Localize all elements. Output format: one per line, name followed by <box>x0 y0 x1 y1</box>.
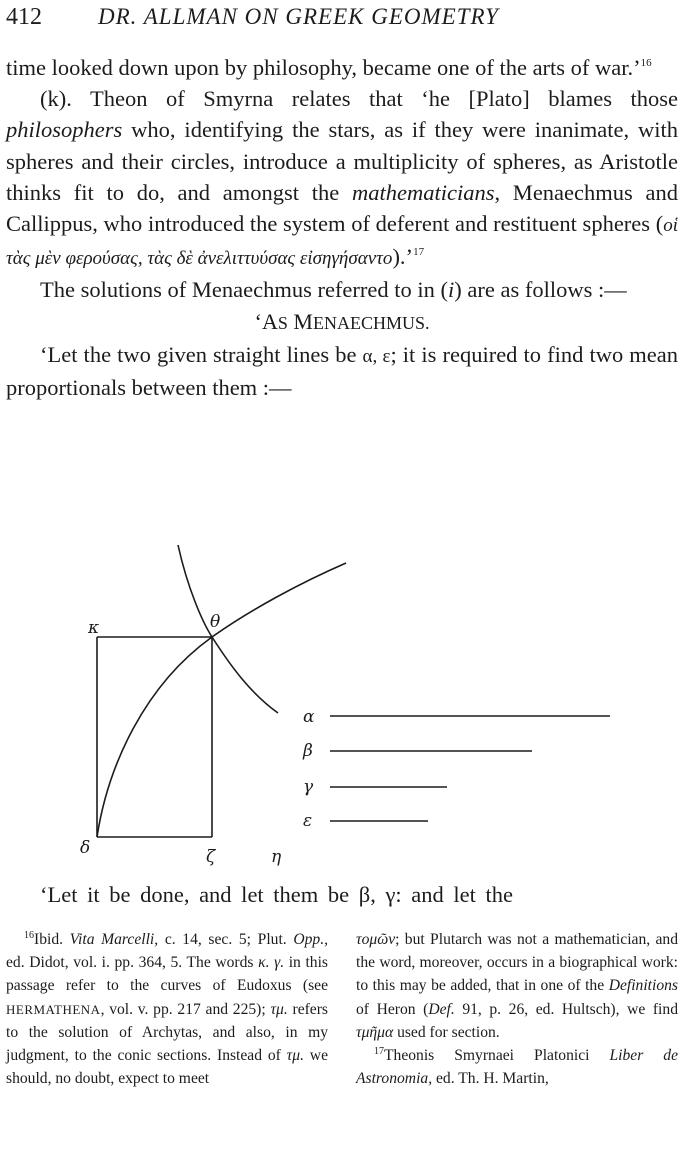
continuation-line: ‘Let it be done, and let them be β, γ: and let the <box>40 882 514 907</box>
footnote-16-end: τομῶν; but Plutarch was not a mathematician, and the word, moreover, occurs in a biographical work: to this may be added, that in one of the Definitions of Heron (Def. 91, p. 26, ed. Hultsch), we find τμῆμα used for section. <box>356 931 678 1041</box>
greek-quotation: οἱ τὰς μὲν φερούσας, τὰς δὲ ἀνελιττυύσας εἰσηγήσαντο <box>6 215 678 270</box>
footnote-16-start: $^{16}$Ibid. Vita Marcelli, c. 14, sec. 5; Plut. Opp., ed. Didot, vol. i. pp. 364, 5. The words κ. γ. in this passage refer to the curves of Eudoxus (see HERMATHENA, vol. v. pp. 217 and 225); τμ. refers to the solution of Archytas, and also, in my judgment, to the conic sections. Instead of τμ. we should, no doubt, expect to meet <box>6 930 328 1088</box>
label-zeta: ζ <box>206 847 216 867</box>
geometry-figure <box>60 535 640 875</box>
label-eta: η <box>271 847 282 867</box>
emphasis-philosophers: philosophers <box>6 117 123 143</box>
paragraph-theon: (k). Theon of Smyrna relates that ‘he [Plato] blames those philosophers who, identifying the stars, as if they were inanimate, with spheres and their circles, introduce a multiplicity of spheres, as Aristotle thinks fit to do, and amongst the mathematicians, Menaechmus and Callippus, who introduced the system of deferent and restituent spheres (οἱ τὰς μὲν φερούσας, τὰς δὲ ἀνελιττυύσας εἰσηγήσαντο).’$^{17}$ <box>6 86 678 270</box>
label-beta: β <box>303 741 313 761</box>
emphasis-mathematicians: mathematicians <box>351 179 495 205</box>
label-alpha: α <box>303 707 315 727</box>
footnote-number-17: 17 <box>374 1046 384 1058</box>
footnote-17: $^{17}$Theonis Smyrnaei Platonici Liber de Astronomia, ed. Th. H. Martin, <box>356 1046 678 1088</box>
hyperbola-curve <box>178 545 278 713</box>
label-theta: θ <box>210 612 221 632</box>
label-epsilon: ε <box>303 811 313 831</box>
main-text <box>6 52 678 403</box>
section-heading-menaechmus: ‘AS MENAECHMUS. <box>254 308 430 334</box>
footnote-number-16: 16 <box>24 930 34 941</box>
footnote-column-right <box>356 928 678 1090</box>
paragraph-given-lines: ‘Let the two given straight lines be α, ε; it is required to find two mean proportionals between them :— <box>6 341 679 401</box>
menaechmus-diagram <box>60 535 640 875</box>
footnote-ref-17: 17 <box>413 246 425 259</box>
running-title: DR. ALLMAN ON GREEK GEOMETRY <box>98 4 499 29</box>
footnote-ref-16: 16 <box>640 57 652 69</box>
label-gamma: γ <box>303 777 314 797</box>
paragraph-arts-of-war: time looked down upon by philosophy, became one of the arts of war.’$^{16}$ <box>6 55 652 80</box>
paragraph-solutions: The solutions of Menaechmus referred to in (i) are as follows :— <box>40 277 627 303</box>
running-header <box>6 2 686 34</box>
footnote-column-left <box>6 928 328 1090</box>
page-number: 412 <box>6 4 42 30</box>
label-kappa: κ <box>88 618 100 638</box>
label-delta: δ <box>80 838 91 858</box>
